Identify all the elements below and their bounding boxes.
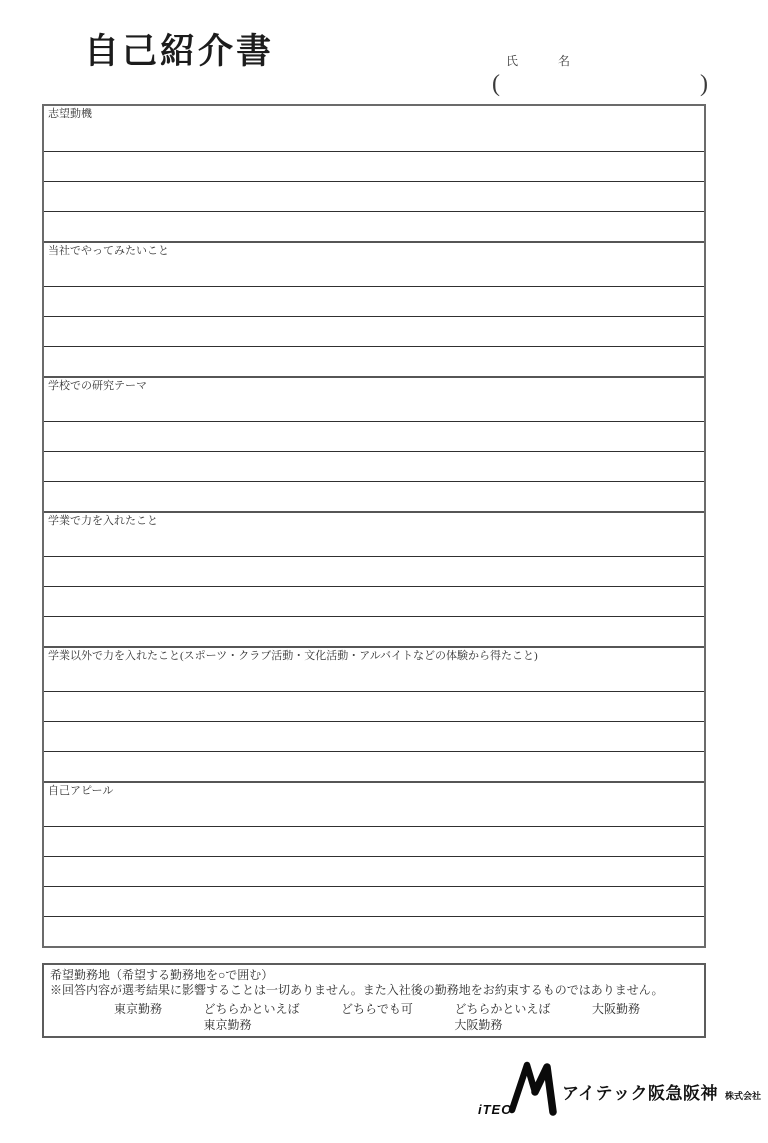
section-label: 志望動機 — [48, 108, 92, 120]
company-name: アイテック阪急阪神 — [562, 1084, 718, 1103]
work-location-box — [42, 963, 706, 1038]
answer-row[interactable] — [44, 916, 704, 946]
work-location-heading: 希望勤務地（希望する勤務地を○で囲む） — [50, 968, 274, 982]
section-label: 自己アピール — [44, 781, 704, 826]
answer-row[interactable] — [44, 181, 704, 211]
work-location-option-2[interactable] — [341, 1002, 413, 1018]
work-location-option-3[interactable] — [454, 1002, 550, 1033]
page-title: 自己紹介書 — [84, 32, 275, 71]
answer-row[interactable] — [44, 211, 704, 241]
itec-logo-text: iTEC — [478, 1102, 512, 1117]
answer-row[interactable] — [44, 721, 704, 751]
section-label: 当社でやってみたいこと — [44, 241, 704, 286]
answer-row[interactable] — [44, 586, 704, 616]
section-label: 学業以外で力を入れたこと(スポーツ・クラブ活動・文化活動・アルバイトなどの体験から得たこと) — [44, 646, 704, 691]
form-table — [42, 104, 706, 948]
company-suffix: 株式会社 — [724, 1091, 761, 1101]
form-section-5 — [44, 781, 704, 946]
answer-row[interactable] — [44, 826, 704, 856]
name-field-parens — [492, 71, 708, 97]
answer-row[interactable] — [44, 856, 704, 886]
answer-row[interactable] — [44, 151, 704, 181]
answer-row[interactable] — [44, 691, 704, 721]
option-label-line1: どちらでも可 — [341, 1002, 413, 1016]
option-label-line2: 東京勤務 — [203, 1017, 252, 1032]
option-label-line1: 大阪勤務 — [591, 1002, 640, 1016]
answer-row[interactable] — [44, 346, 704, 376]
company-logo — [478, 1058, 761, 1122]
form-section-2 — [44, 376, 704, 511]
option-label-line1: どちらかといえば — [454, 1002, 551, 1016]
answer-row[interactable] — [44, 886, 704, 916]
form-section-3 — [44, 511, 704, 646]
answer-row[interactable] — [44, 451, 704, 481]
company-name-line — [562, 1079, 761, 1104]
work-location-option-4[interactable] — [592, 1002, 640, 1018]
answer-row[interactable] — [44, 556, 704, 586]
work-location-option-1[interactable] — [204, 1002, 300, 1033]
work-location-options — [50, 998, 698, 1033]
section-label: 学校での研究テーマ — [44, 376, 704, 421]
section-label: 学業で力を入れたこと — [44, 511, 704, 556]
name-open-paren: ( — [492, 71, 500, 97]
name-close-paren: ) — [700, 71, 708, 97]
answer-row[interactable] — [44, 481, 704, 511]
answer-row[interactable] — [44, 751, 704, 781]
option-label-line2: 大阪勤務 — [454, 1017, 503, 1032]
name-field-label: 氏 名 — [506, 54, 585, 68]
form-section-4 — [44, 646, 704, 781]
option-label-line1: 東京勤務 — [114, 1002, 163, 1016]
form-section-0 — [44, 106, 704, 241]
form-section-1 — [44, 241, 704, 376]
answer-row[interactable] — [44, 616, 704, 646]
answer-row[interactable] — [44, 286, 704, 316]
work-location-note: ※回答内容が選考結果に影響することは一切ありません。また入社後の勤務地をお約束するものではありません。 — [50, 983, 664, 997]
option-label-line1: どちらかといえば — [203, 1002, 300, 1016]
work-location-option-0[interactable] — [114, 1002, 162, 1018]
answer-row[interactable] — [44, 316, 704, 346]
name-field[interactable] — [492, 52, 708, 97]
answer-row[interactable] — [44, 421, 704, 451]
